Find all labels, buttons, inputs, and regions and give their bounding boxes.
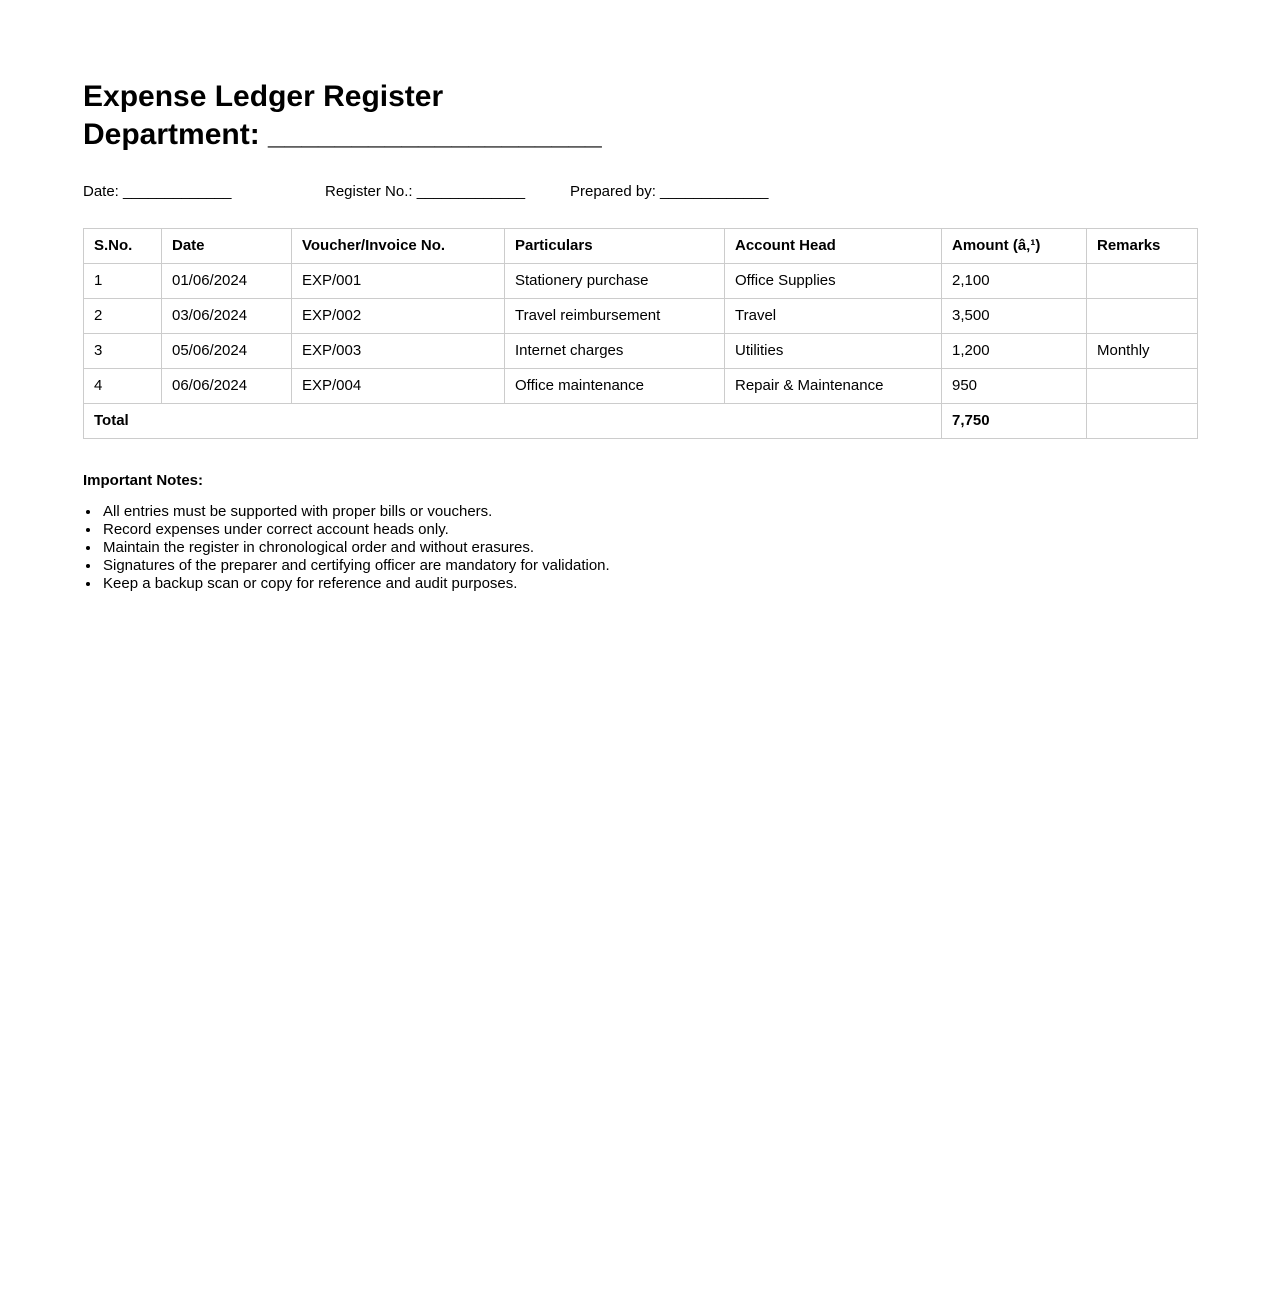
table-header-row [84,229,1198,264]
cell-amount: 2,100 [942,264,1087,299]
table-total-row [84,404,1198,439]
cell-remarks [1087,369,1198,404]
table-row [84,264,1198,299]
cell-voucher: EXP/004 [292,369,505,404]
cell-particulars: Office maintenance [505,369,725,404]
cell-amount: 3,500 [942,299,1087,334]
note-item: • Keep a backup scan or copy for reference and audit purposes. [101,575,1196,593]
cell-voucher: EXP/003 [292,334,505,369]
notes-list [83,503,1196,593]
title-line: Expense Ledger Register [83,80,444,113]
cell-sno: 4 [84,369,162,404]
cell-account-head: Utilities [725,334,942,369]
cell-voucher: EXP/002 [292,299,505,334]
cell-sno: 3 [84,334,162,369]
cell-voucher: EXP/001 [292,264,505,299]
cell-remarks: Monthly [1087,334,1198,369]
document-title [83,78,1196,154]
total-remarks [1087,404,1198,439]
cell-remarks [1087,264,1198,299]
cell-sno: 1 [84,264,162,299]
total-amount: 7,750 [942,404,1087,439]
header-date: Date [162,229,292,264]
header-sno: S.No. [84,229,162,264]
expense-ledger-table [83,228,1198,439]
header-voucher: Voucher/Invoice No. [292,229,505,264]
cell-account-head: Office Supplies [725,264,942,299]
cell-date: 05/06/2024 [162,334,292,369]
cell-particulars: Stationery purchase [505,264,725,299]
cell-sno: 2 [84,299,162,334]
cell-date: 06/06/2024 [162,369,292,404]
cell-date: 03/06/2024 [162,299,292,334]
cell-remarks [1087,299,1198,334]
cell-amount: 950 [942,369,1087,404]
table-row [84,299,1198,334]
notes-heading: Important Notes: [83,472,203,490]
cell-account-head: Travel [725,299,942,334]
note-item: • Record expenses under correct account heads only. [101,521,1196,539]
cell-account-head: Repair & Maintenance [725,369,942,404]
cell-particulars: Internet charges [505,334,725,369]
department-blank-line: Department: ____________________ [83,118,602,152]
register-no-blank-field: Register No.: _____________ [325,183,526,201]
total-label: Total [84,404,942,439]
table-row [84,334,1198,369]
table-row [84,369,1198,404]
cell-particulars: Travel reimbursement [505,299,725,334]
prepared-by-blank-field: Prepared by: _____________ [570,183,769,201]
date-blank-field: Date: _____________ [83,183,232,201]
header-particulars: Particulars [505,229,725,264]
note-item: • Maintain the register in chronological order and without erasures. [101,539,1196,557]
header-amount: Amount (â‚¹) [942,229,1087,264]
cell-date: 01/06/2024 [162,264,292,299]
meta-row [83,182,1196,202]
header-account-head: Account Head [725,229,942,264]
cell-amount: 1,200 [942,334,1087,369]
note-item: • All entries must be supported with proper bills or vouchers. [101,503,1196,521]
header-remarks: Remarks [1087,229,1198,264]
note-item: • Signatures of the preparer and certifying officer are mandatory for validation. [101,557,1196,575]
important-notes-section [83,471,1196,593]
